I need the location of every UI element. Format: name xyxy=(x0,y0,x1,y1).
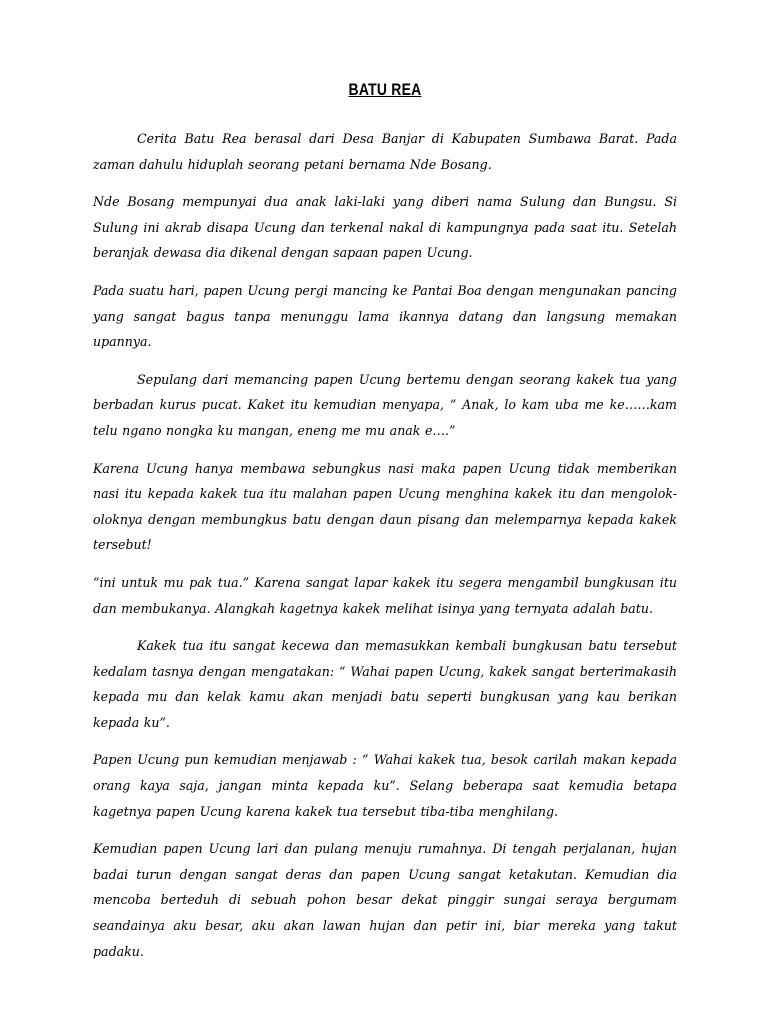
paragraph-5: Karena Ucung hanya membawa sebungkus nasi maka papen Ucung tidak memberikan nasi itu kepada kakek tua itu malahan papen Ucung menghina kakek itu dan mengolok-oloknya dengan membungkus batu dengan daun pisang dan melemparnya kepada kakek tersebut! xyxy=(93,460,677,553)
paragraph-2: Nde Bosang mempunyai dua anak laki-laki yang diberi nama Sulung dan Bungsu. Si Sulung ini akrab disapa Ucung dan terkenal nakal di kampungnya pada saat itu. Setelah beranjak dewasa dia dikenal dengan sapaan papen Ucung. xyxy=(93,194,677,261)
paragraph-4: Sepulang dari memancing papen Ucung bertemu dengan seorang kakek tua yang berbadan kurus pucat. Kaket itu kemudian menyapa, “ Anak, lo kam uba me ke……kam telu ngano nongka ku mangan, eneng me mu anak e….” xyxy=(93,371,677,438)
paragraph-3: Pada suatu hari, papen Ucung pergi mancing ke Pantai Boa dengan mengunakan pancing yang sangat bagus tanpa menunggu lama ikannya datang dan langsung memakan upannya. xyxy=(93,282,677,350)
paragraph-8: Papen Ucung pun kemudian menjawab : “ Wahai kakek tua, besok carilah makan kepada orang kaya saja, jangan minta kepada ku”. Selang beberapa saat kemudia betapa kagetnya papen Ucung karena kakek tua tersebut tiba-tiba menghilang. xyxy=(93,752,677,819)
document-page xyxy=(93,76,677,976)
document-title: BATU REA xyxy=(348,80,422,99)
paragraph-7: Kakek tua itu sangat kecewa dan memasukkan kembali bungkusan batu tersebut kedalam tasnya dengan mengatakan: “ Wahai papen Ucung, kakek sangat berterimakasih kepada mu dan kelak kamu akan menjadi batu seperti bungkusan yang kau berikan kepada ku”. xyxy=(93,638,677,730)
paragraph-6: “ini untuk mu pak tua.” Karena sangat lapar kakek itu segera mengambil bungkusan itu dan membukanya. Alangkah kagetnya kakek melihat isinya yang ternyata adalah batu. xyxy=(93,574,677,616)
paragraph-9: Kemudian papen Ucung lari dan pulang menuju rumahnya. Di tengah perjalanan, hujan badai turun dengan sangat deras dan papen Ucung sangat ketakutan. Kemudian dia mencoba berteduh di sebuah pohon besar dekat pinggir sungai seraya bergumam seandainya aku besar, aku akan lawan hujan dan petir ini, biar mereka yang takut padaku. xyxy=(93,841,677,959)
paragraph-1: Cerita Batu Rea berasal dari Desa Banjar di Kabupaten Sumbawa Barat. Pada zaman dahulu hiduplah seorang petani bernama Nde Bosang. xyxy=(93,131,677,172)
